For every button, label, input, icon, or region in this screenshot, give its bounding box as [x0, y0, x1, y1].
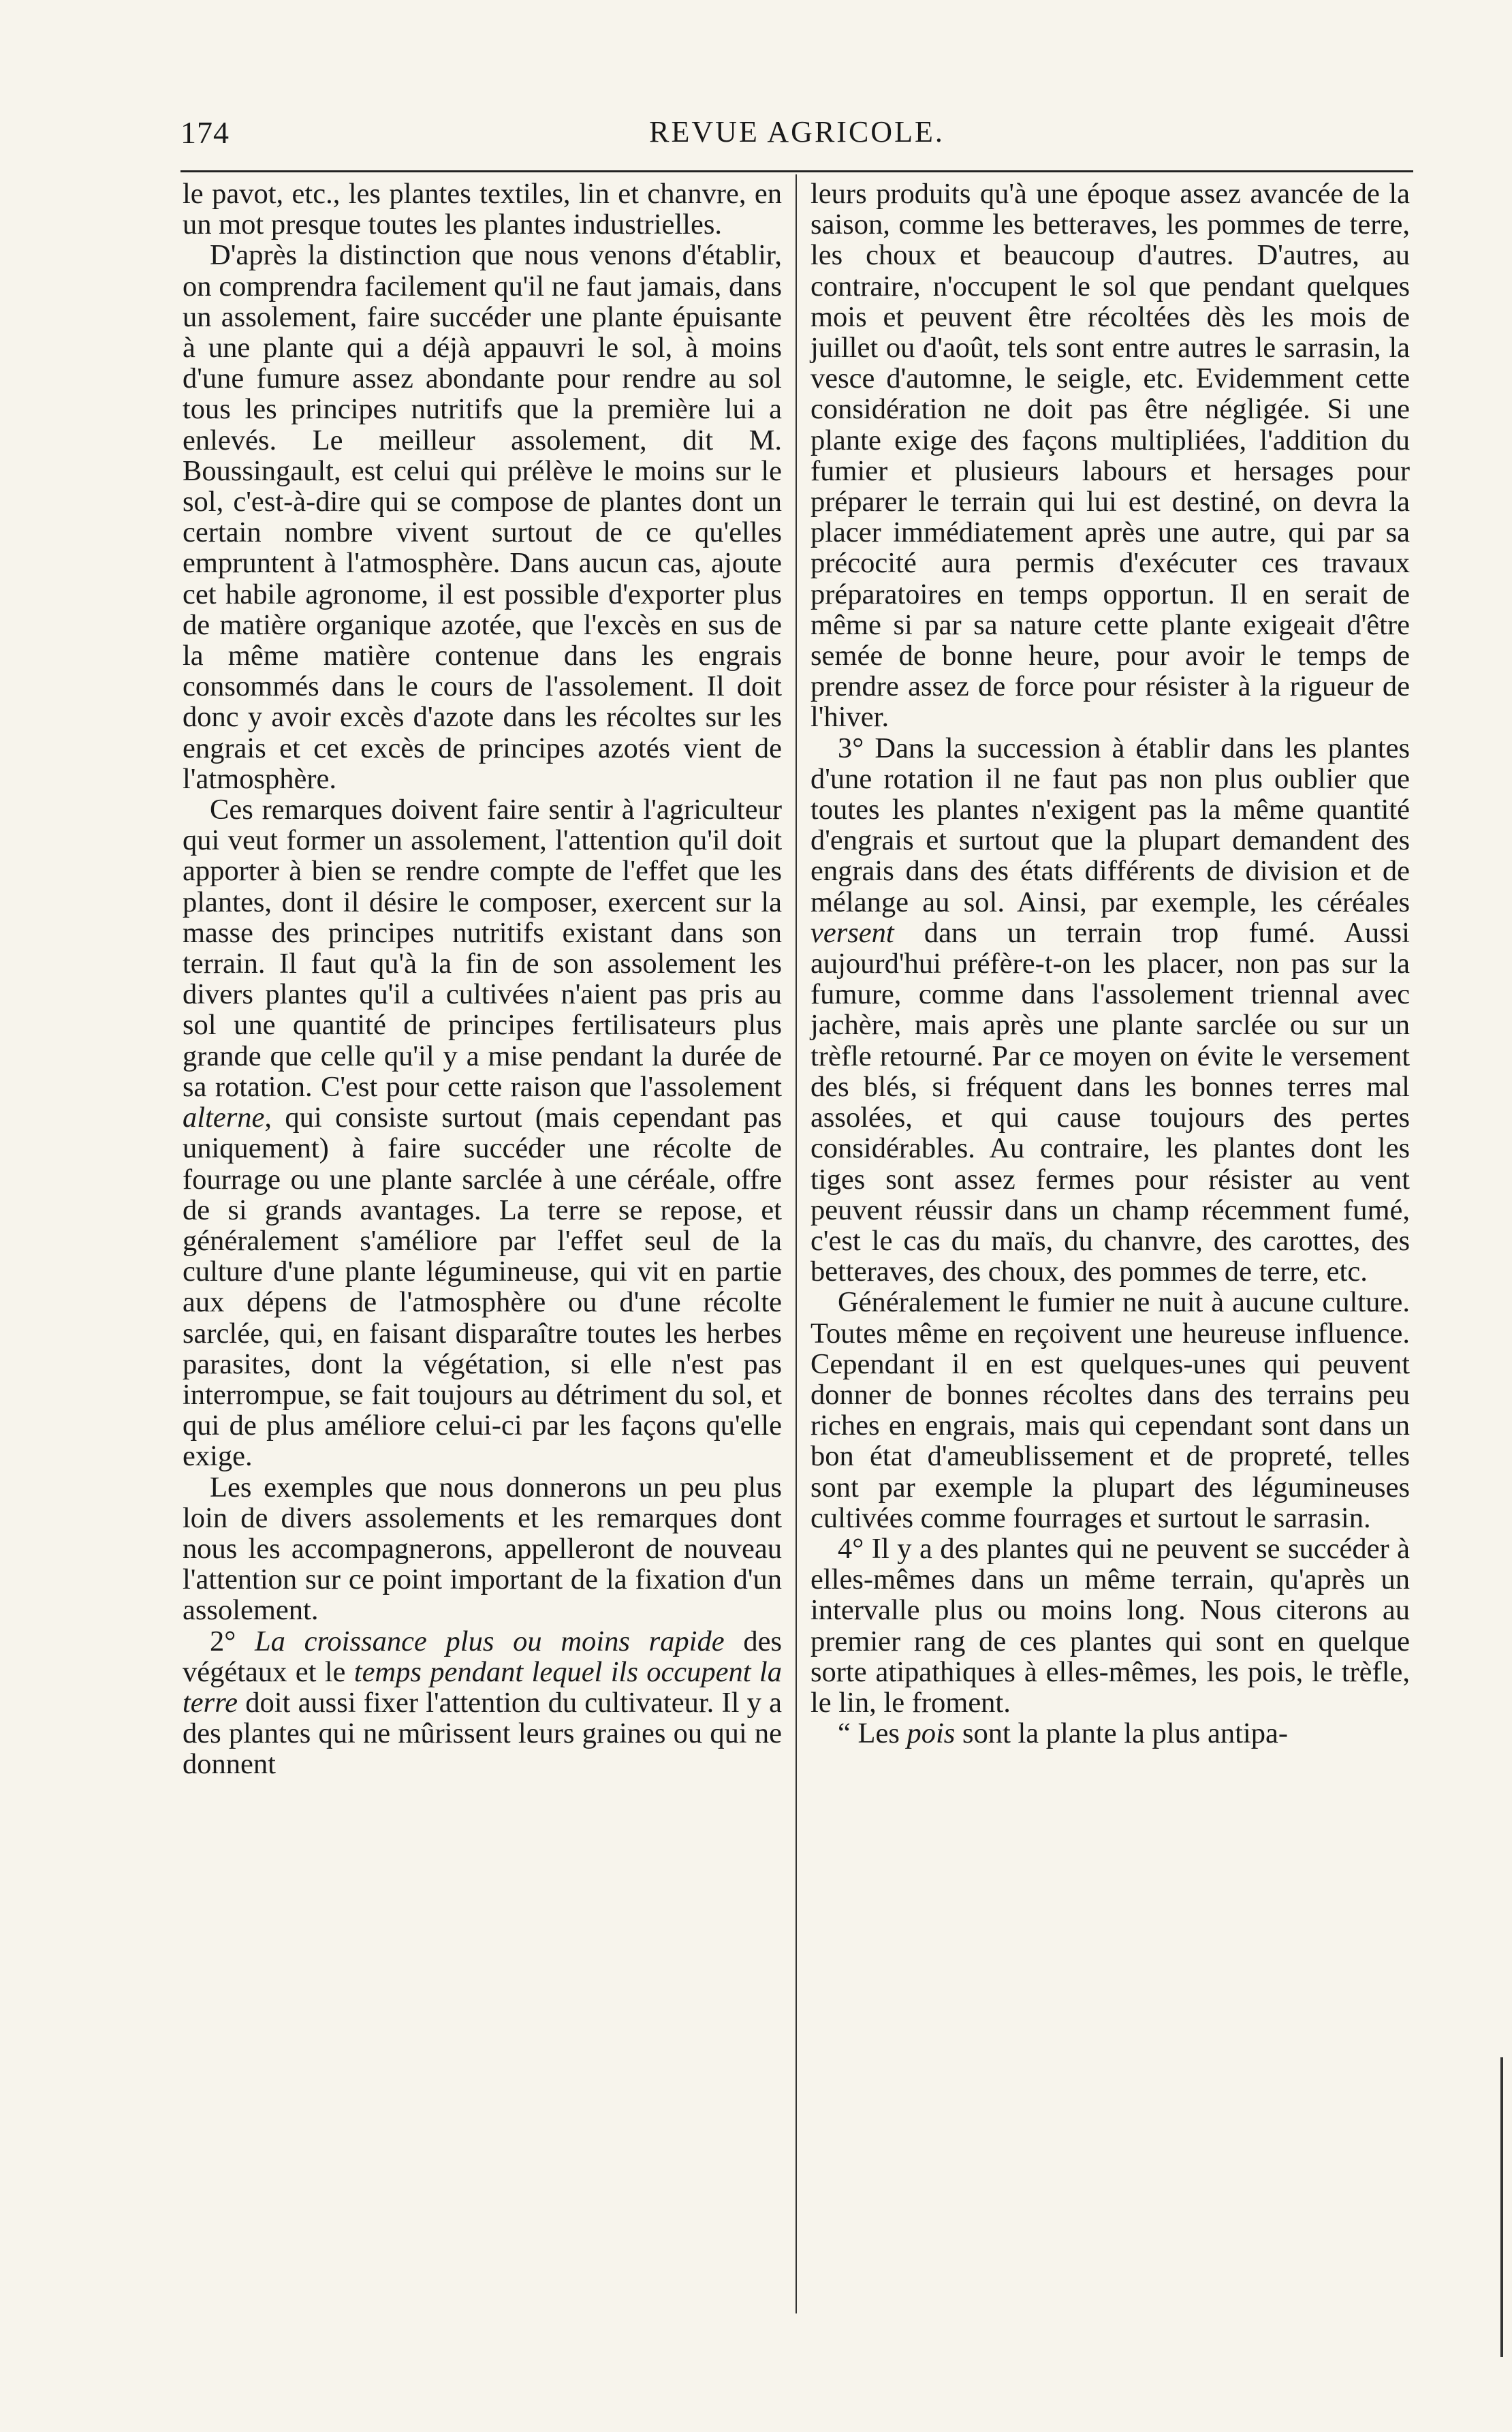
paragraph: D'après la distinction que nous venons d'établir, on comprendra facilement qu'il ne faut jamais, dans un assolement, faire succéder une plante épuisante à une plante qui a déjà appauvri le sol, à moins d'une fumure assez abondante pour rendre au sol tous les principes nutritifs que la première lui a enlevés. Le meilleur assolement, dit M. Boussingault, est celui qui prélève le moins sur le sol, c'est-à-dire qui se compose de plantes dont un certain nombre vivent surtout de ce qu'elles empruntent à l'atmosphère. Dans aucun cas, ajoute cet habile agronome, il est possible d'exporter plus de matière organique azotée, que l'excès en sus de la même matière contenue dans les engrais consommés dans le cours de l'assolement. Il doit donc y avoir excès d'azote dans les récoltes sur les engrais et cet excès de principes azotés vient de l'atmosphère. [183, 239, 782, 795]
section-number: 2° [210, 1625, 255, 1657]
italic-term: temps pendant lequel ils occupent la terre [183, 1655, 782, 1719]
text-run: sont la plante la plus antipa- [955, 1717, 1288, 1750]
paragraph [810, 1718, 1410, 1749]
text-run: des végétaux et le [183, 1625, 782, 1688]
paragraph: Généralement le fumier ne nuit à aucune culture. Toutes même en reçoivent une heureuse influence. Cependant il en est quelques-unes qui peuvent donner de bonnes récoltes dans des terrains peu riches en engrais, mais qui cependant sont dans un bon état d'ameublissement et de propreté, telles sont par exemple la plupart des légumineuses cultivées comme fourrages et surtout le sarrasin. [810, 1286, 1410, 1534]
italic-term: La croissance plus ou moins rapide [254, 1625, 725, 1657]
page-number: 174 [180, 115, 230, 150]
column-divider [796, 174, 797, 2313]
paragraph: le pavot, etc., les plantes textiles, lin et chanvre, en un mot presque toutes les plantes industrielles. [183, 178, 782, 241]
page-header [180, 114, 1413, 162]
italic-term: alterne [183, 1102, 265, 1134]
paragraph [810, 733, 1410, 1288]
paragraph: 4° Il y a des plantes qui ne peuvent se succéder à elles-mêmes dans un même terrain, qu'après un intervalle plus ou moins long. Nous citerons au premier rang de ces plantes qui sont en quelque sorte atipathiques à elles-mêmes, les pois, le trèfle, le lin, le froment. [810, 1532, 1410, 1719]
paragraph: leurs produits qu'à une époque assez avancée de la saison, comme les betteraves, les pommes de terre, les choux et beaucoup d'autres. D'autres, au contraire, n'occupent le sol que pendant quelques mois et peuvent être récoltées dès les mois de juillet ou d'août, tels sont entre autres le sarrasin, la vesce d'automne, le seigle, etc. Evidemment cette considération ne doit pas être négligée. Si une plante exige des façons multipliées, l'addition du fumier et plusieurs labours et hersages pour préparer le terrain qui lui est destiné, on devra la placer immédiatement après une autre, qui par sa précocité aura permis d'exécuter ces travaux préparatoires en temps opportun. Il en serait de même si par sa nature cette plante exigeait d'être semée de bonne heure, pour avoir le temps de prendre assez de force pour résister à la rigueur de l'hiver. [810, 178, 1410, 734]
text-run: dans un terrain trop fumé. Aussi aujourd'hui préfère-t-on les placer, non pas sur la fumure, comme dans l'assolement triennal avec jachère, mais après une plante sarclée ou sur un trèfle retourné. Par ce moyen on évite le versement des blés, si fréquent dans les bonnes terres mal assolées, et qui cause toujours des pertes considérables. Au contraire, les plantes dont les tiges sont assez fermes pour résister au vent peuvent réussir dans un champ récemment fumé, c'est le cas du maïs, du chanvre, des carottes, des betteraves, des choux, des pommes de terre, etc. [810, 916, 1410, 1288]
text-run: “ Les [838, 1717, 907, 1750]
text-run: doit aussi fixer l'attention du cultivateur. Il y a des plantes qui ne mûrissent leurs graines ou qui ne donnent [183, 1686, 782, 1781]
right-column [810, 178, 1410, 1749]
paragraph: Les exemples que nous donnerons un peu plus loin de divers assolements et les remarques dont nous les accompagnerons, appelleront de nouveau l'attention sur ce point important de la fixation d'un assolement. [183, 1471, 782, 1627]
text-run: 3° Dans la succession à établir dans les plantes d'une rotation il ne faut pas non plus oublier que toutes les plantes n'exigent pas la même quantité d'engrais et surtout que la plupart demandent des engrais dans des états différents de division et de mélange au sol. Ainsi, par exemple, les céréales [810, 732, 1410, 918]
header-rule [180, 170, 1413, 172]
italic-term: pois [907, 1717, 956, 1750]
page-edge-mark [1500, 2057, 1503, 2357]
text-run: Ces remarques doivent faire sentir à l'agriculteur qui veut former un assolement, l'attention qu'il doit apporter à bien se rendre compte de l'effet que les plantes, dont il désire le composer, exercent sur la masse des principes nutritifs existant dans son terrain. Il faut qu'à la fin de son assolement les divers plantes qu'il a cultivées n'aient pas pris au sol une quantité de principes fertilisateurs plus grande que celle qu'il y a mise pendant la durée de sa rotation. C'est pour cette raison que l'assolement [183, 794, 782, 1103]
italic-term: versent [810, 916, 894, 949]
text-run: , qui consiste surtout (mais cependant pas uniquement) à faire succéder une récolte de fourrage ou une plante sarclée à une céréale, offre de si grands avantages. La terre se repose, et généralement s'améliore par l'effet seul de la culture d'une plante légumineuse, qui vit en partie aux dépens de l'atmosphère ou d'une récolte sarclée, qui, en faisant disparaître toutes les herbes parasites, dont la végétation, si elle n'est pas interrompue, se fait toujours au détriment du sol, et qui de plus améliore celui-ci par les façons qu'elle exige. [183, 1102, 782, 1473]
paragraph [183, 794, 782, 1471]
paragraph [183, 1626, 782, 1780]
left-column [183, 178, 782, 1780]
running-title: REVUE AGRICOLE. [649, 115, 945, 149]
